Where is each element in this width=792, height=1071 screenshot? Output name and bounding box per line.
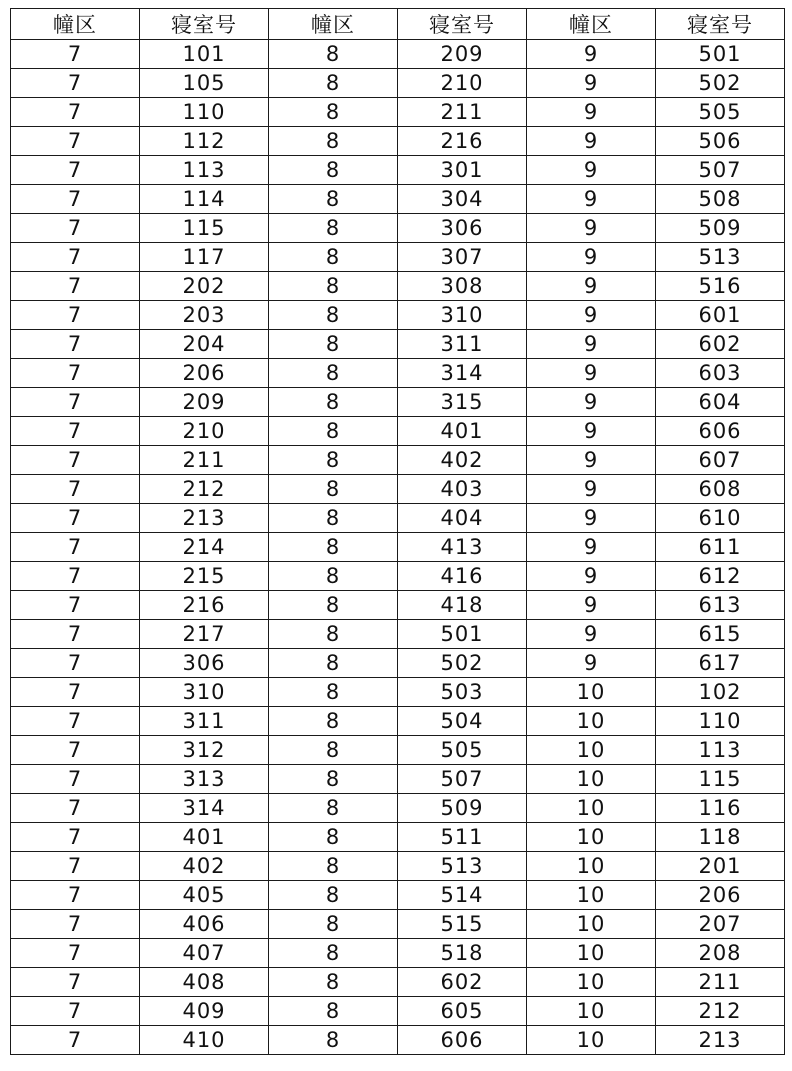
building-area-cell: 10 (527, 968, 656, 997)
room-number-cell: 312 (140, 736, 269, 765)
building-area-cell: 7 (11, 997, 140, 1026)
room-number-cell: 209 (140, 388, 269, 417)
table-body (11, 40, 785, 1055)
table-row (11, 446, 785, 475)
room-number-cell: 407 (140, 939, 269, 968)
table-row (11, 40, 785, 69)
building-area-cell: 8 (269, 678, 398, 707)
room-number-cell: 207 (656, 910, 785, 939)
table-row (11, 475, 785, 504)
building-area-cell: 8 (269, 243, 398, 272)
room-number-cell: 118 (656, 823, 785, 852)
room-number-cell: 511 (398, 823, 527, 852)
room-number-cell: 110 (656, 707, 785, 736)
building-area-cell: 7 (11, 562, 140, 591)
building-area-cell: 8 (269, 533, 398, 562)
building-area-cell: 8 (269, 968, 398, 997)
room-number-cell: 105 (140, 69, 269, 98)
room-number-cell: 211 (140, 446, 269, 475)
table-row (11, 562, 785, 591)
room-number-cell: 515 (398, 910, 527, 939)
room-number-cell: 516 (656, 272, 785, 301)
room-number-cell: 210 (140, 417, 269, 446)
room-number-cell: 613 (656, 591, 785, 620)
building-area-cell: 9 (527, 359, 656, 388)
room-number-cell: 306 (140, 649, 269, 678)
building-area-cell: 7 (11, 156, 140, 185)
table-row (11, 910, 785, 939)
room-number-cell: 402 (140, 852, 269, 881)
room-number-cell: 213 (140, 504, 269, 533)
room-number-cell: 314 (140, 794, 269, 823)
room-number-cell: 601 (656, 301, 785, 330)
building-area-cell: 9 (527, 446, 656, 475)
building-area-cell: 7 (11, 736, 140, 765)
room-number-cell: 518 (398, 939, 527, 968)
room-number-cell: 501 (398, 620, 527, 649)
building-area-cell: 9 (527, 388, 656, 417)
table-row (11, 707, 785, 736)
room-number-cell: 403 (398, 475, 527, 504)
room-number-cell: 311 (398, 330, 527, 359)
building-area-cell: 8 (269, 852, 398, 881)
room-number-cell: 507 (398, 765, 527, 794)
building-area-cell: 7 (11, 40, 140, 69)
building-area-cell: 8 (269, 765, 398, 794)
room-number-cell: 213 (656, 1026, 785, 1055)
table-row (11, 127, 785, 156)
room-number-cell: 202 (140, 272, 269, 301)
room-number-cell: 606 (398, 1026, 527, 1055)
room-number-cell: 502 (398, 649, 527, 678)
building-area-cell: 8 (269, 562, 398, 591)
room-number-cell: 308 (398, 272, 527, 301)
room-number-cell: 101 (140, 40, 269, 69)
room-number-cell: 210 (398, 69, 527, 98)
room-number-cell: 508 (656, 185, 785, 214)
table-row (11, 214, 785, 243)
building-area-cell: 9 (527, 417, 656, 446)
building-area-cell: 7 (11, 504, 140, 533)
building-area-cell: 7 (11, 243, 140, 272)
building-area-cell: 7 (11, 823, 140, 852)
room-number-cell: 214 (140, 533, 269, 562)
table-row (11, 504, 785, 533)
building-area-cell: 8 (269, 446, 398, 475)
room-number-cell: 212 (656, 997, 785, 1026)
building-area-cell: 8 (269, 69, 398, 98)
building-area-cell: 10 (527, 736, 656, 765)
building-area-cell: 8 (269, 910, 398, 939)
building-area-cell: 7 (11, 446, 140, 475)
room-number-cell: 304 (398, 185, 527, 214)
building-area-cell: 9 (527, 69, 656, 98)
table-row (11, 765, 785, 794)
building-area-cell: 8 (269, 591, 398, 620)
building-area-cell: 9 (527, 156, 656, 185)
building-area-cell: 7 (11, 678, 140, 707)
building-area-cell: 10 (527, 794, 656, 823)
room-number-cell: 301 (398, 156, 527, 185)
table-row (11, 968, 785, 997)
building-area-cell: 7 (11, 707, 140, 736)
room-number-cell: 509 (656, 214, 785, 243)
building-area-cell: 8 (269, 1026, 398, 1055)
room-number-cell: 505 (656, 98, 785, 127)
building-area-cell: 7 (11, 98, 140, 127)
table-row (11, 156, 785, 185)
room-number-cell: 509 (398, 794, 527, 823)
building-area-cell: 7 (11, 765, 140, 794)
building-area-cell: 8 (269, 504, 398, 533)
table-row (11, 359, 785, 388)
room-number-cell: 310 (398, 301, 527, 330)
room-number-cell: 506 (656, 127, 785, 156)
table-row (11, 272, 785, 301)
building-area-cell: 8 (269, 359, 398, 388)
room-number-cell: 610 (656, 504, 785, 533)
building-area-cell: 8 (269, 330, 398, 359)
room-number-cell: 416 (398, 562, 527, 591)
building-area-cell: 8 (269, 417, 398, 446)
building-area-cell: 9 (527, 591, 656, 620)
room-number-cell: 504 (398, 707, 527, 736)
building-area-cell: 7 (11, 214, 140, 243)
building-area-cell: 8 (269, 823, 398, 852)
building-area-cell: 7 (11, 852, 140, 881)
room-number-cell: 307 (398, 243, 527, 272)
building-area-cell: 9 (527, 475, 656, 504)
building-area-cell: 8 (269, 707, 398, 736)
building-area-cell: 7 (11, 968, 140, 997)
building-area-cell: 10 (527, 1026, 656, 1055)
room-number-cell: 115 (140, 214, 269, 243)
table-row (11, 533, 785, 562)
room-number-cell: 513 (398, 852, 527, 881)
building-area-cell: 7 (11, 475, 140, 504)
table-row (11, 939, 785, 968)
room-number-cell: 401 (140, 823, 269, 852)
header-room-number-3: 寝室号 (656, 9, 785, 40)
room-number-cell: 607 (656, 446, 785, 475)
room-number-cell: 405 (140, 881, 269, 910)
building-area-cell: 8 (269, 620, 398, 649)
building-area-cell: 10 (527, 707, 656, 736)
room-number-cell: 401 (398, 417, 527, 446)
building-area-cell: 8 (269, 388, 398, 417)
room-number-cell: 217 (140, 620, 269, 649)
building-area-cell: 7 (11, 388, 140, 417)
building-area-cell: 9 (527, 649, 656, 678)
room-number-cell: 602 (656, 330, 785, 359)
building-area-cell: 10 (527, 765, 656, 794)
header-building-area-2: 幢区 (269, 9, 398, 40)
table-row (11, 881, 785, 910)
room-number-cell: 410 (140, 1026, 269, 1055)
room-number-cell: 311 (140, 707, 269, 736)
building-area-cell: 9 (527, 40, 656, 69)
table-row (11, 823, 785, 852)
room-number-cell: 114 (140, 185, 269, 214)
room-number-cell: 402 (398, 446, 527, 475)
building-area-cell: 8 (269, 214, 398, 243)
table-row (11, 330, 785, 359)
building-area-cell: 8 (269, 40, 398, 69)
room-number-cell: 413 (398, 533, 527, 562)
room-number-cell: 117 (140, 243, 269, 272)
room-number-cell: 608 (656, 475, 785, 504)
room-number-cell: 208 (656, 939, 785, 968)
building-area-cell: 10 (527, 823, 656, 852)
building-area-cell: 10 (527, 678, 656, 707)
room-number-cell: 201 (656, 852, 785, 881)
room-number-cell: 115 (656, 765, 785, 794)
header-room-number-1: 寝室号 (140, 9, 269, 40)
room-number-cell: 409 (140, 997, 269, 1026)
building-area-cell: 8 (269, 794, 398, 823)
room-number-cell: 113 (140, 156, 269, 185)
building-area-cell: 7 (11, 910, 140, 939)
building-area-cell: 9 (527, 185, 656, 214)
room-number-cell: 503 (398, 678, 527, 707)
room-number-cell: 209 (398, 40, 527, 69)
building-area-cell: 9 (527, 127, 656, 156)
table-row (11, 649, 785, 678)
room-number-cell: 212 (140, 475, 269, 504)
building-area-cell: 9 (527, 620, 656, 649)
room-number-cell: 216 (398, 127, 527, 156)
building-area-cell: 10 (527, 910, 656, 939)
building-area-cell: 8 (269, 127, 398, 156)
building-area-cell: 7 (11, 127, 140, 156)
room-number-cell: 513 (656, 243, 785, 272)
dorm-room-table (10, 8, 785, 1055)
header-building-area-1: 幢区 (11, 9, 140, 40)
table-row (11, 243, 785, 272)
document-page (10, 8, 782, 1055)
room-number-cell: 203 (140, 301, 269, 330)
room-number-cell: 206 (140, 359, 269, 388)
building-area-cell: 8 (269, 301, 398, 330)
table-row (11, 997, 785, 1026)
building-area-cell: 7 (11, 591, 140, 620)
table-row (11, 591, 785, 620)
building-area-cell: 10 (527, 997, 656, 1026)
table-row (11, 1026, 785, 1055)
room-number-cell: 617 (656, 649, 785, 678)
room-number-cell: 314 (398, 359, 527, 388)
table-row (11, 185, 785, 214)
room-number-cell: 310 (140, 678, 269, 707)
room-number-cell: 502 (656, 69, 785, 98)
room-number-cell: 112 (140, 127, 269, 156)
table-row (11, 388, 785, 417)
building-area-cell: 7 (11, 939, 140, 968)
room-number-cell: 602 (398, 968, 527, 997)
room-number-cell: 501 (656, 40, 785, 69)
building-area-cell: 8 (269, 272, 398, 301)
table-row (11, 69, 785, 98)
building-area-cell: 8 (269, 736, 398, 765)
room-number-cell: 514 (398, 881, 527, 910)
building-area-cell: 9 (527, 330, 656, 359)
building-area-cell: 7 (11, 649, 140, 678)
table-row (11, 301, 785, 330)
header-row (11, 9, 785, 40)
building-area-cell: 7 (11, 272, 140, 301)
building-area-cell: 10 (527, 881, 656, 910)
building-area-cell: 9 (527, 243, 656, 272)
room-number-cell: 215 (140, 562, 269, 591)
building-area-cell: 7 (11, 185, 140, 214)
room-number-cell: 216 (140, 591, 269, 620)
building-area-cell: 7 (11, 417, 140, 446)
room-number-cell: 211 (656, 968, 785, 997)
room-number-cell: 611 (656, 533, 785, 562)
building-area-cell: 7 (11, 69, 140, 98)
header-building-area-3: 幢区 (527, 9, 656, 40)
building-area-cell: 7 (11, 330, 140, 359)
building-area-cell: 8 (269, 649, 398, 678)
building-area-cell: 9 (527, 301, 656, 330)
room-number-cell: 507 (656, 156, 785, 185)
table-row (11, 852, 785, 881)
building-area-cell: 7 (11, 301, 140, 330)
table-row (11, 417, 785, 446)
room-number-cell: 315 (398, 388, 527, 417)
room-number-cell: 408 (140, 968, 269, 997)
room-number-cell: 102 (656, 678, 785, 707)
table-row (11, 620, 785, 649)
room-number-cell: 313 (140, 765, 269, 794)
table-row (11, 98, 785, 127)
room-number-cell: 211 (398, 98, 527, 127)
building-area-cell: 8 (269, 997, 398, 1026)
room-number-cell: 116 (656, 794, 785, 823)
building-area-cell: 7 (11, 359, 140, 388)
table-row (11, 678, 785, 707)
room-number-cell: 306 (398, 214, 527, 243)
room-number-cell: 110 (140, 98, 269, 127)
room-number-cell: 505 (398, 736, 527, 765)
building-area-cell: 8 (269, 185, 398, 214)
building-area-cell: 9 (527, 214, 656, 243)
building-area-cell: 10 (527, 939, 656, 968)
header-room-number-2: 寝室号 (398, 9, 527, 40)
building-area-cell: 8 (269, 98, 398, 127)
building-area-cell: 7 (11, 794, 140, 823)
room-number-cell: 612 (656, 562, 785, 591)
building-area-cell: 9 (527, 504, 656, 533)
building-area-cell: 9 (527, 272, 656, 301)
building-area-cell: 8 (269, 156, 398, 185)
building-area-cell: 8 (269, 475, 398, 504)
room-number-cell: 404 (398, 504, 527, 533)
room-number-cell: 204 (140, 330, 269, 359)
building-area-cell: 7 (11, 620, 140, 649)
building-area-cell: 10 (527, 852, 656, 881)
building-area-cell: 9 (527, 533, 656, 562)
room-number-cell: 603 (656, 359, 785, 388)
room-number-cell: 604 (656, 388, 785, 417)
building-area-cell: 8 (269, 881, 398, 910)
room-number-cell: 418 (398, 591, 527, 620)
room-number-cell: 406 (140, 910, 269, 939)
table-row (11, 736, 785, 765)
building-area-cell: 9 (527, 562, 656, 591)
building-area-cell: 7 (11, 1026, 140, 1055)
room-number-cell: 615 (656, 620, 785, 649)
table-row (11, 794, 785, 823)
building-area-cell: 7 (11, 881, 140, 910)
building-area-cell: 9 (527, 98, 656, 127)
building-area-cell: 7 (11, 533, 140, 562)
room-number-cell: 113 (656, 736, 785, 765)
building-area-cell: 8 (269, 939, 398, 968)
room-number-cell: 605 (398, 997, 527, 1026)
table-header (11, 9, 785, 40)
room-number-cell: 606 (656, 417, 785, 446)
room-number-cell: 206 (656, 881, 785, 910)
